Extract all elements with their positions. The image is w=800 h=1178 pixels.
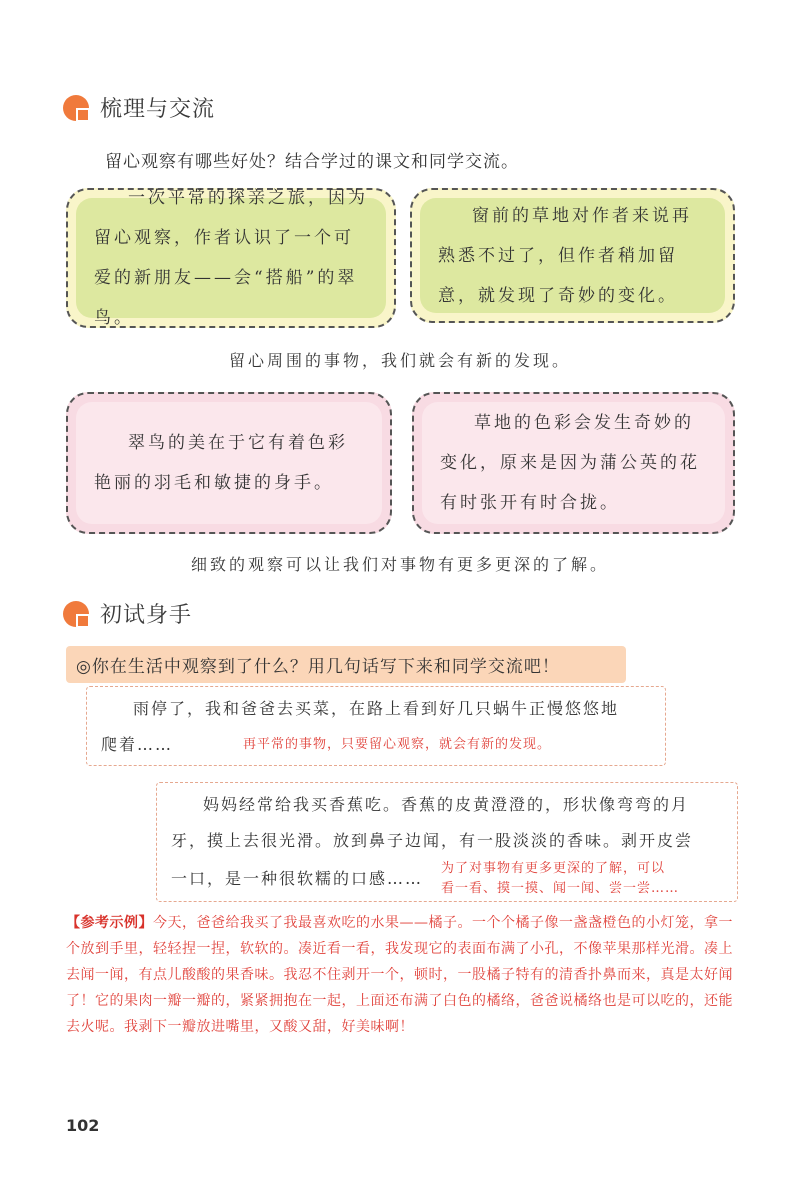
instruction-bar: ◎你在生活中观察到了什么？用几句话写下来和同学交流吧！ xyxy=(66,646,626,683)
example-line: 妈妈经常给我买香蕉吃。香蕉的皮黄澄澄的，形状像弯弯的月 xyxy=(203,795,690,814)
example-box-2 xyxy=(156,782,738,902)
card-green-1 xyxy=(66,188,396,328)
page-number: 102 xyxy=(66,1116,100,1135)
card-pink-1 xyxy=(66,392,392,534)
card-text: 窗前的草地对作者来说再熟悉不过了，但作者稍加留意，就发现了奇妙的变化。 xyxy=(420,198,725,313)
section-heading-2 xyxy=(62,598,192,629)
summary-text-bottom: 细致的观察可以让我们对事物有更多更深的了解。 xyxy=(190,555,609,574)
reference-tag: 【参考示例】 xyxy=(66,915,153,931)
section-heading-1 xyxy=(62,92,215,123)
summary-text-top: 留心周围的事物，我们就会有新的发现。 xyxy=(228,351,571,370)
card-pink-2 xyxy=(412,392,735,534)
example-line: 爬着…… xyxy=(101,735,174,754)
reference-example xyxy=(66,910,736,1040)
note-line: 看一看、摸一摸、闻一闻、尝一尝…… xyxy=(441,881,680,896)
example-line: 雨停了，我和爸爸去买菜，在路上看到好几只蜗牛正慢悠悠地 xyxy=(133,699,620,718)
example-box-1 xyxy=(86,686,666,766)
example-line: 一口，是一种很软糯的口感…… xyxy=(171,869,424,888)
reference-text: 今天，爸爸给我买了我最喜欢吃的水果——橘子。一个个橘子像一盏盏橙色的小灯笼，拿一个放到手里，轻轻捏一捏，软软的。凑近看一看，我发现它的表面布满了小孔，不像苹果那样光滑。凑上去闻一闻，有点儿酸酸的果香味。我忍不住剥开一个，顿时，一股橘子特有的清香扑鼻而来，真是太好闻了！它的果肉一瓣一瓣的，紧紧拥抱在一起，上面还布满了白色的橘络，爸爸说橘络也是可以吃的，还能去火呢。我剥下一瓣放进嘴里，又酸又甜，好美味啊！ xyxy=(66,915,733,1035)
section-title: 梳理与交流 xyxy=(100,97,216,122)
card-text: 一次平常的探亲之旅，因为留心观察，作者认识了一个可爱的新朋友——会“搭船”的翠鸟。 xyxy=(76,198,386,318)
teacher-note xyxy=(441,859,679,899)
section-marker-icon xyxy=(62,94,90,122)
card-text: 草地的色彩会发生奇妙的变化，原来是因为蒲公英的花有时张开有时合拢。 xyxy=(422,402,725,524)
example-line: 牙，摸上去很光滑。放到鼻子边闻，有一股淡淡的香味。剥开皮尝 xyxy=(171,831,694,850)
section-marker-icon xyxy=(62,600,90,628)
teacher-note: 再平常的事物，只要留心观察，就会有新的发现。 xyxy=(243,737,552,752)
card-text: 翠鸟的美在于它有着色彩艳丽的羽毛和敏捷的身手。 xyxy=(76,402,382,524)
card-green-2 xyxy=(410,188,735,323)
note-line: 为了对事物有更多更深的了解，可以 xyxy=(441,861,666,876)
prompt-text: 留心观察有哪些好处？结合学过的课文和同学交流。 xyxy=(105,152,519,172)
section-title: 初试身手 xyxy=(100,603,193,628)
